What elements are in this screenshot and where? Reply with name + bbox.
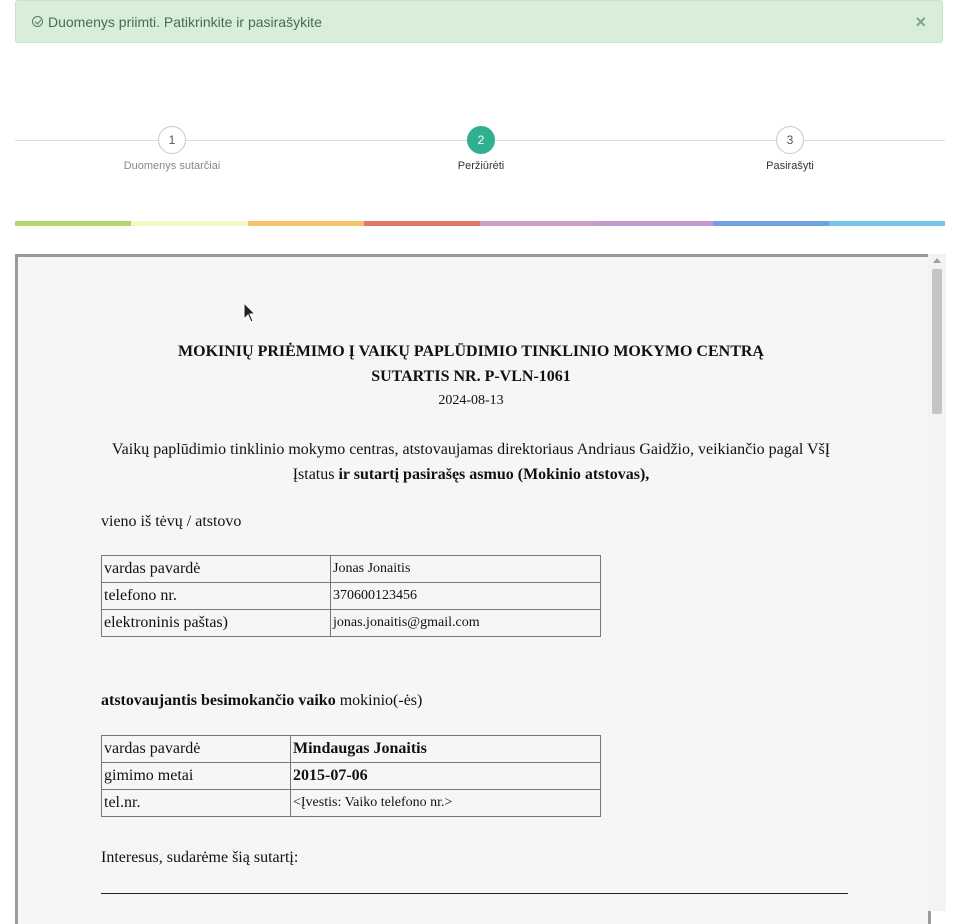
scrollbar-thumb[interactable] (932, 269, 942, 414)
table-cell-key: elektroninis paštas) (102, 610, 331, 637)
closing-text: Interesus, sudarėme šią sutartį: (101, 849, 299, 866)
rainbow-segment (131, 221, 247, 226)
step-1-label: Duomenys sutarčiai (123, 160, 221, 172)
step-3-label: Pasirašyti (766, 160, 814, 172)
parent-heading: vieno iš tėvų / atstovo (101, 513, 242, 530)
table-row (102, 736, 601, 763)
document-divider (101, 893, 848, 894)
success-alert (15, 0, 943, 43)
table-row (102, 610, 601, 637)
table-cell-key: gimimo metai (102, 763, 291, 790)
table-cell-key: telefono nr. (102, 583, 331, 610)
intro-line2-normal: Įstatus (292, 466, 339, 483)
intro-line2-bold: ir sutartį pasirašęs asmuo (Mokinio atstovas), (338, 466, 650, 483)
contract-preview-frame[interactable] (15, 254, 931, 924)
child-info-table (101, 735, 601, 817)
mouse-cursor-icon (243, 302, 257, 324)
table-cell-value: Mindaugas Jonaitis (291, 736, 601, 763)
table-row (102, 583, 601, 610)
rainbow-segment (248, 221, 364, 226)
rainbow-segment (596, 221, 712, 226)
rainbow-segment (15, 221, 131, 226)
child-heading-normal: mokinio(-ės) (335, 692, 423, 709)
table-row (102, 790, 601, 817)
intro-line1: Vaikų paplūdimio tinklinio mokymo centras, atstovaujamas direktoriaus Andriaus Gaidžio, veikiančio pagal VšĮ (111, 441, 831, 458)
contract-intro (96, 437, 846, 487)
close-icon[interactable]: × (915, 11, 926, 32)
table-cell-value: jonas.jonaitis@gmail.com (331, 610, 601, 637)
rainbow-segment (364, 221, 480, 226)
table-row (102, 556, 601, 583)
table-cell-value: <Įvestis: Vaiko telefono nr.> (291, 790, 601, 817)
rainbow-divider (15, 221, 945, 226)
scroll-up-arrow-icon[interactable] (933, 258, 941, 263)
table-cell-value: 370600123456 (331, 583, 601, 610)
progress-stepper (15, 125, 945, 185)
rainbow-segment (480, 221, 596, 226)
table-cell-key: tel.nr. (102, 790, 291, 817)
contract-title-line1: MOKINIŲ PRIĖMIMO Į VAIKŲ PAPLŪDIMIO TINKLINIO MOKYMO CENTRĄ (178, 343, 764, 360)
table-cell-key: vardas pavardė (102, 556, 331, 583)
table-cell-value: 2015-07-06 (291, 763, 601, 790)
step-2[interactable] (411, 125, 551, 172)
child-heading (101, 692, 422, 710)
check-circle-icon (32, 16, 43, 27)
step-1[interactable] (102, 125, 242, 172)
contract-date: 2024-08-13 (438, 393, 504, 408)
table-cell-key: vardas pavardė (102, 736, 291, 763)
document-scrollbar[interactable] (928, 254, 946, 911)
step-3-number: 3 (776, 126, 804, 154)
step-3[interactable] (720, 125, 860, 172)
step-2-label: Peržiūrėti (457, 160, 505, 172)
rainbow-segment (713, 221, 829, 226)
child-heading-bold: atstovaujantis besimokančio vaiko (101, 692, 336, 709)
parent-info-table (101, 555, 601, 637)
alert-message: Duomenys priimti. Patikrinkite ir pasirašykite (48, 13, 322, 30)
step-2-number: 2 (467, 126, 495, 154)
contract-title-line2: SUTARTIS NR. P-VLN-1061 (371, 368, 571, 385)
step-1-number: 1 (158, 126, 186, 154)
table-cell-value: Jonas Jonaitis (331, 556, 601, 583)
rainbow-segment (829, 221, 945, 226)
table-row (102, 763, 601, 790)
